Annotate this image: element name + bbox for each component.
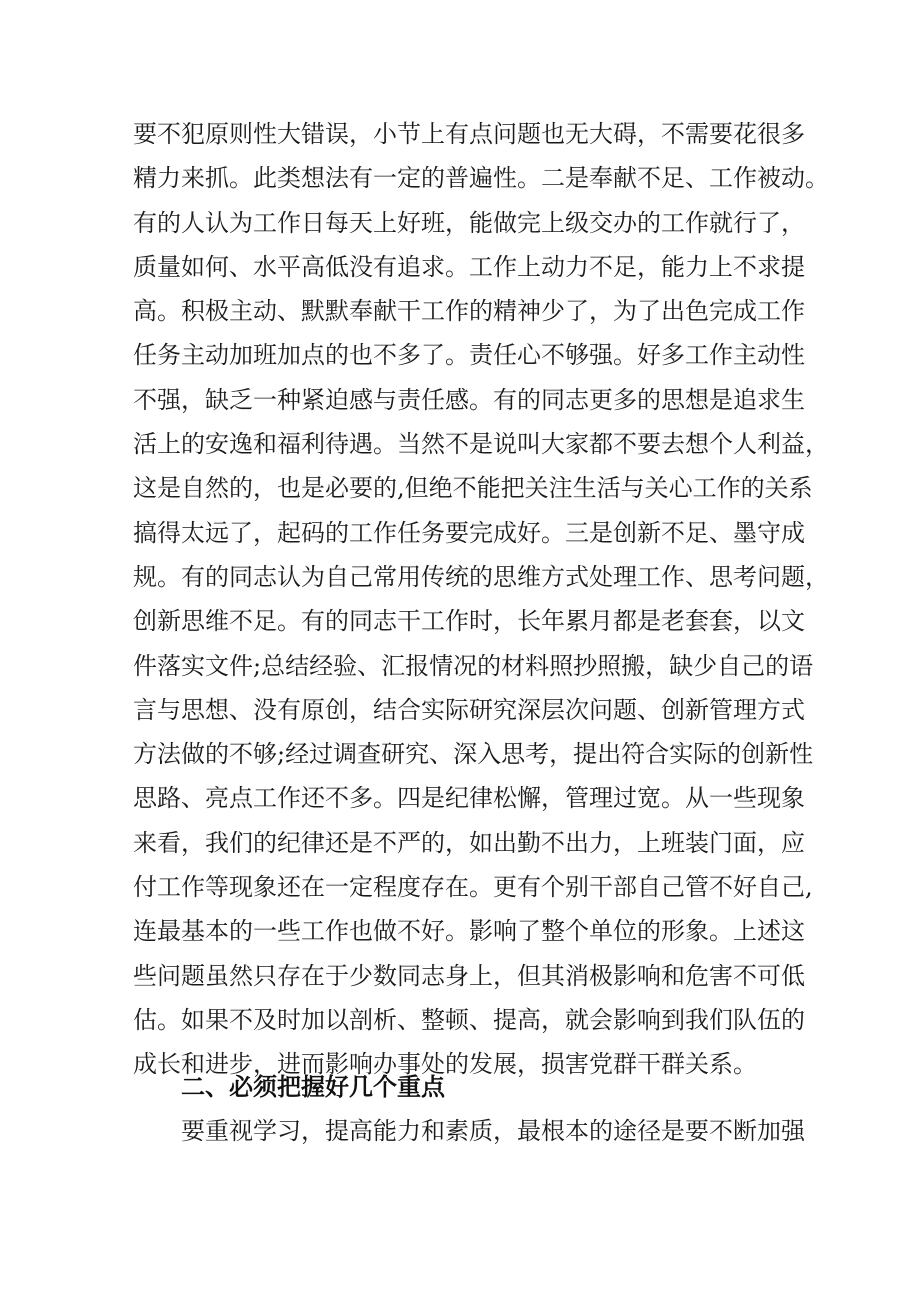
- text-line: 方法做的不够;经过调查研究、深入思考，提出符合实际的创新性: [133, 740, 814, 769]
- text-line: 不强，缺乏一种紧迫感与责任感。有的同志更多的思想是追求生: [133, 385, 805, 414]
- text-line: 高。积极主动、默默奉献干工作的精神少了，为了出色完成工作: [133, 297, 805, 326]
- text-line: 付工作等现象还在一定程度存在。更有个别干部自己管不好自己,: [133, 873, 813, 902]
- text-line: 质量如何、水平高低没有追求。工作上动力不足，能力上不求提: [133, 252, 805, 281]
- body-paragraph: [133, 112, 829, 1087]
- text-line: 估。如果不及时加以剖析、整顿、提高，就会影响到我们队伍的: [133, 1005, 805, 1034]
- section-heading: 二、必须把握好几个重点: [181, 1073, 445, 1101]
- text-line: 些问题虽然只存在于少数同志身上，但其消极影响和危害不可低: [133, 961, 805, 990]
- text-line: 精力来抓。此类想法有一定的普遍性。二是奉献不足、工作被动。: [133, 164, 829, 193]
- text-line: 创新思维不足。有的同志干工作时，长年累月都是老套套，以文: [133, 607, 805, 636]
- text-line: 这是自然的，也是必要的,但绝不能把关注生活与关心工作的关系: [133, 474, 813, 503]
- text-line: 来看，我们的纪律还是不严的，如出勤不出力，上班装门面，应: [133, 828, 805, 857]
- text-line: 有的人认为工作日每天上好班，能做完上级交办的工作就行了，: [133, 208, 805, 237]
- paragraph-first-line: 要重视学习，提高能力和素质，最根本的途径是要不断加强: [181, 1117, 805, 1145]
- text-line: 活上的安逸和福利待遇。当然不是说叫大家都不要去想个人利益，: [133, 430, 829, 459]
- text-line: 思路、亮点工作还不多。四是纪律松懈，管理过宽。从一些现象: [133, 784, 805, 813]
- text-line: 件落实文件;总结经验、汇报情况的材料照抄照搬，缺少自己的语: [133, 651, 814, 680]
- text-line: 连最基本的一些工作也做不好。影响了整个单位的形象。上述这: [133, 917, 805, 946]
- text-line: 任务主动加班加点的也不多了。责任心不够强。好多工作主动性: [133, 341, 805, 370]
- text-line: 要不犯原则性大错误，小节上有点问题也无大碍，不需要花很多: [133, 120, 805, 148]
- text-line: 规。有的同志认为自己常用传统的思维方式处理工作、思考问题，: [133, 562, 829, 591]
- text-line: 成长和进步，进而影响办事处的发展，损害党群干群关系。: [133, 1050, 757, 1079]
- text-line: 搞得太远了，起码的工作任务要完成好。三是创新不足、墨守成: [133, 518, 805, 547]
- text-line: 言与思想、没有原创，结合实际研究深层次问题、创新管理方式: [133, 695, 805, 724]
